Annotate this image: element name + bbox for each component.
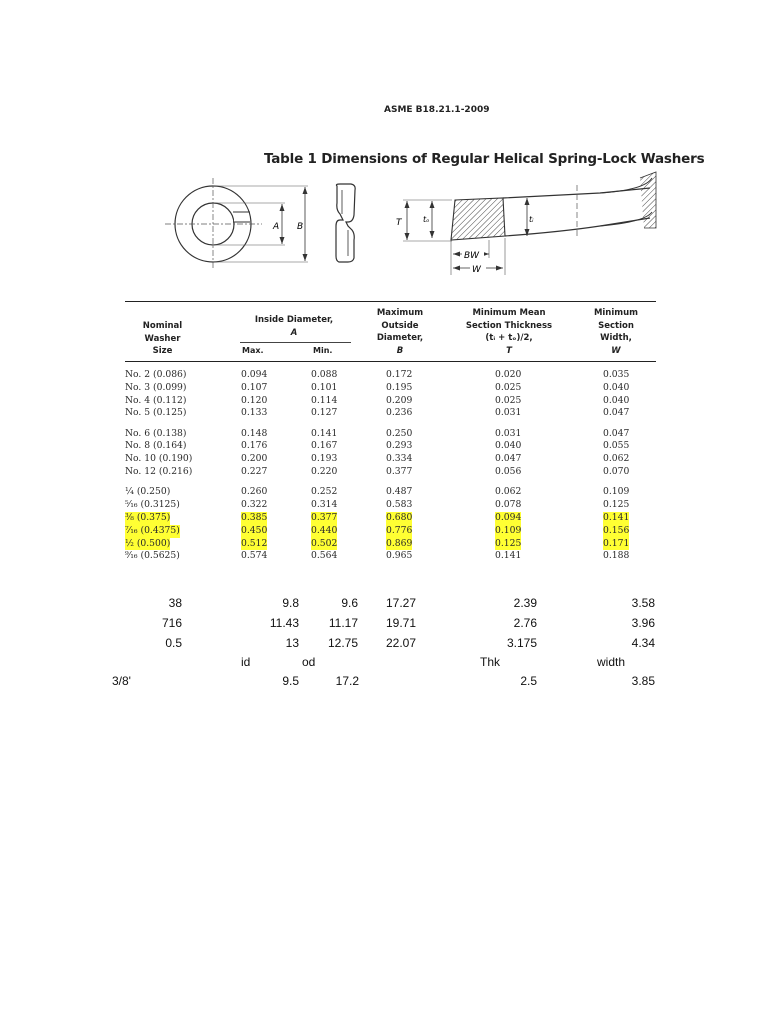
table-row	[125, 382, 656, 395]
cell-size: ½ (0.500)	[125, 537, 171, 549]
label-to: tₒ	[423, 215, 430, 224]
calc-c: 9.6	[341, 596, 358, 610]
cell-max: 0.107	[241, 381, 268, 393]
calc-b: 11.43	[269, 616, 299, 630]
cell-size: No. 10 (0.190)	[125, 453, 193, 465]
cell-max: 0.176	[241, 440, 268, 452]
cell-max: 0.450	[241, 524, 268, 536]
cell-t: 0.025	[495, 381, 522, 393]
table-row	[125, 525, 656, 538]
cell-max: 0.200	[241, 453, 268, 465]
cell-max: 0.512	[241, 537, 268, 549]
calc-a: 0.5	[165, 636, 182, 650]
calc-f: 4.34	[631, 636, 655, 650]
cell-w: 0.188	[603, 550, 630, 562]
cell-w: 0.047	[603, 407, 630, 419]
calc-d: 22.07	[386, 636, 417, 650]
table-row	[125, 538, 656, 551]
calc-c: 12.75	[327, 636, 358, 650]
header-min: Min.	[313, 346, 333, 355]
calc-row	[0, 596, 768, 610]
calc-row	[0, 636, 768, 650]
table-row	[125, 512, 656, 525]
cell-min: 0.088	[311, 369, 338, 380]
cell-od: 0.487	[386, 486, 413, 498]
cell-max: 0.148	[241, 427, 268, 439]
cell-od: 0.680	[386, 511, 413, 523]
table-row	[125, 369, 656, 382]
cell-min: 0.314	[311, 499, 338, 511]
cell-max: 0.120	[241, 394, 268, 406]
cell-min: 0.193	[311, 453, 338, 465]
cell-max: 0.227	[241, 466, 268, 478]
cell-w: 0.062	[603, 453, 630, 465]
cell-w: 0.055	[603, 440, 630, 452]
cell-t: 0.020	[495, 369, 522, 380]
table-row	[125, 428, 656, 441]
calc-label-row	[0, 655, 768, 669]
table-row	[125, 466, 656, 479]
calc-e: 2.5	[520, 674, 537, 688]
cell-size: No. 4 (0.112)	[125, 394, 187, 406]
calc-thk: Thk	[480, 655, 501, 669]
cell-od: 0.250	[386, 427, 413, 439]
cell-t: 0.141	[495, 550, 522, 562]
cell-w: 0.109	[603, 486, 630, 498]
label-b: B	[297, 222, 304, 232]
cell-t: 0.078	[495, 499, 522, 511]
cell-od: 0.965	[386, 550, 413, 562]
cell-size: ⅜ (0.375)	[125, 511, 171, 523]
cell-size: No. 8 (0.164)	[125, 440, 187, 452]
table-row	[125, 486, 656, 499]
label-bw: BW	[464, 251, 480, 261]
cell-size: ⁷⁄₁₆ (0.4375)	[125, 524, 180, 536]
cell-min: 0.220	[311, 466, 338, 478]
cell-min: 0.440	[311, 524, 338, 536]
cell-size: ¼ (0.250)	[125, 486, 171, 498]
calc-f: 3.85	[631, 674, 655, 688]
cell-min: 0.502	[311, 537, 338, 549]
calc-c: 11.17	[328, 616, 358, 630]
cell-size: No. 6 (0.138)	[125, 427, 187, 439]
cell-t: 0.031	[495, 407, 522, 419]
cell-size: No. 5 (0.125)	[125, 407, 187, 419]
cell-max: 0.094	[241, 369, 268, 380]
label-t: T	[396, 218, 402, 228]
cell-min: 0.252	[311, 486, 338, 498]
cell-od: 0.172	[386, 369, 413, 380]
cell-t: 0.094	[495, 511, 522, 523]
standard-id: ASME B18.21.1-2009	[384, 105, 490, 115]
cell-max: 0.133	[241, 407, 268, 419]
cell-t: 0.031	[495, 427, 522, 439]
calc-c: 17.2	[335, 674, 359, 688]
cell-w: 0.125	[603, 499, 630, 511]
cell-t: 0.056	[495, 466, 522, 478]
cell-t: 0.109	[495, 524, 522, 536]
calc-b: 13	[285, 636, 299, 650]
label-a: A	[273, 222, 280, 232]
cell-min: 0.377	[311, 511, 338, 523]
cell-w: 0.040	[603, 381, 630, 393]
cell-w: 0.156	[603, 524, 630, 536]
calc-od: od	[302, 655, 316, 669]
cell-t: 0.125	[495, 537, 522, 549]
cell-od: 0.583	[386, 499, 413, 511]
calc-width: width	[597, 655, 626, 669]
cell-min: 0.564	[311, 550, 338, 562]
cell-t: 0.040	[495, 440, 522, 452]
calc-a: 38	[168, 596, 182, 610]
cell-t: 0.047	[495, 453, 522, 465]
header-inside: Inside Diameter, A	[254, 315, 334, 338]
cell-size: ⁹⁄₁₆ (0.5625)	[125, 550, 180, 562]
cell-size: No. 2 (0.086)	[125, 369, 187, 380]
calc-f: 3.58	[631, 596, 655, 610]
table-row	[125, 499, 656, 512]
calc-d: 19.71	[386, 616, 417, 630]
calc-e: 2.39	[513, 596, 537, 610]
header-bottom-rule	[125, 361, 656, 362]
calc-b: 9.8	[282, 596, 299, 610]
calc-a: 716	[161, 616, 182, 630]
cell-t: 0.062	[495, 486, 522, 498]
cell-od: 0.209	[386, 394, 413, 406]
calc-id: id	[241, 655, 251, 669]
cell-od: 0.776	[386, 524, 413, 536]
header-width: Minimum Section Width, W	[593, 308, 639, 356]
cell-w: 0.035	[603, 369, 630, 380]
calc-b: 9.5	[282, 674, 299, 688]
cell-min: 0.141	[311, 427, 338, 439]
table-row	[125, 453, 656, 466]
cell-max: 0.322	[241, 499, 268, 511]
calc-row	[0, 616, 768, 630]
cell-w: 0.171	[603, 537, 630, 549]
calc-a: 3/8'	[112, 674, 131, 688]
cell-w: 0.047	[603, 427, 630, 439]
cell-w: 0.040	[603, 394, 630, 406]
header-max: Max.	[242, 346, 264, 355]
label-w: W	[472, 265, 481, 275]
cell-od: 0.293	[386, 440, 413, 452]
calc-f: 3.96	[631, 616, 655, 630]
header-size: Nominal Washer Size	[142, 321, 183, 356]
calc-d: 17.27	[386, 596, 417, 610]
cell-w: 0.070	[603, 466, 630, 478]
cell-od: 0.334	[386, 453, 413, 465]
cell-od: 0.377	[386, 466, 413, 478]
cell-max: 0.574	[241, 550, 268, 562]
header-thickness: Minimum Mean Section Thickness (tᵢ + tₒ)/2, T	[465, 308, 553, 356]
washer-table	[125, 369, 656, 563]
cell-od: 0.869	[386, 537, 413, 549]
cell-size: ⁵⁄₁₆ (0.3125)	[125, 499, 180, 511]
cell-od: 0.195	[386, 381, 413, 393]
cell-min: 0.101	[311, 381, 338, 393]
table-row	[125, 440, 656, 453]
cell-size: No. 3 (0.099)	[125, 381, 187, 393]
table-top-rule	[125, 301, 656, 302]
washer-figure	[0, 0, 768, 300]
inside-rule	[240, 342, 351, 343]
cell-od: 0.236	[386, 407, 413, 419]
label-ti: tᵢ	[529, 215, 534, 224]
calc-last-row	[0, 674, 768, 688]
cell-min: 0.167	[311, 440, 338, 452]
cell-max: 0.260	[241, 486, 268, 498]
cell-max: 0.385	[241, 511, 268, 523]
cell-min: 0.114	[311, 394, 338, 406]
cell-w: 0.141	[603, 511, 630, 523]
table-row	[125, 407, 656, 420]
header-outside: Maximum Outside Diameter, B	[376, 308, 424, 356]
cell-t: 0.025	[495, 394, 522, 406]
cell-size: No. 12 (0.216)	[125, 466, 193, 478]
table-row	[125, 395, 656, 408]
calc-e: 3.175	[506, 636, 537, 650]
cell-min: 0.127	[311, 407, 338, 419]
table-row	[125, 550, 656, 563]
calc-e: 2.76	[513, 616, 537, 630]
table-title: Table 1 Dimensions of Regular Helical Spring-Lock Washers	[264, 151, 705, 167]
